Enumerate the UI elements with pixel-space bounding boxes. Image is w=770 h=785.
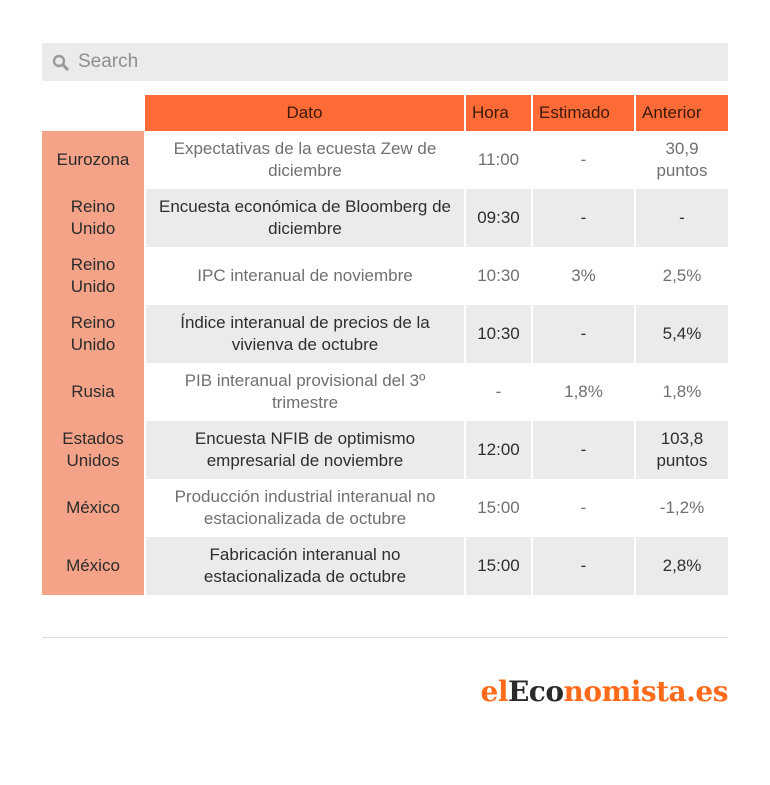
estimado-cell: -	[532, 421, 635, 479]
anterior-cell: -1,2%	[635, 479, 728, 537]
logo-part-nomista: nomista.es	[563, 675, 728, 708]
country-cell: Eurozona	[42, 131, 145, 189]
hora-cell: -	[465, 363, 532, 421]
table-header-row	[42, 95, 728, 131]
anterior-cell: 103,8 puntos	[635, 421, 728, 479]
hora-cell: 10:30	[465, 247, 532, 305]
logo-part-el: el	[480, 675, 508, 708]
country-cell: Reino Unido	[42, 305, 145, 363]
search-bar[interactable]	[42, 43, 728, 81]
hora-cell: 10:30	[465, 305, 532, 363]
header-estimado: Estimado	[532, 95, 635, 131]
country-cell: México	[42, 479, 145, 537]
estimado-cell: -	[532, 479, 635, 537]
hora-cell: 15:00	[465, 537, 532, 595]
hora-cell: 12:00	[465, 421, 532, 479]
anterior-cell: 1,8%	[635, 363, 728, 421]
table-row	[42, 247, 728, 305]
anterior-cell: 2,8%	[635, 537, 728, 595]
dato-cell: Producción industrial interanual no estacionalizada de octubre	[145, 479, 465, 537]
country-cell: Reino Unido	[42, 247, 145, 305]
table-row	[42, 421, 728, 479]
search-icon	[42, 43, 78, 81]
table-row	[42, 189, 728, 247]
estimado-cell: -	[532, 537, 635, 595]
estimado-cell: 1,8%	[532, 363, 635, 421]
header-country	[42, 95, 145, 131]
dato-cell: Encuesta económica de Bloomberg de diciembre	[145, 189, 465, 247]
anterior-cell: 2,5%	[635, 247, 728, 305]
country-cell: Estados Unidos	[42, 421, 145, 479]
eleconomista-logo[interactable]	[481, 672, 729, 712]
anterior-cell: -	[635, 189, 728, 247]
table-row	[42, 537, 728, 595]
country-cell: México	[42, 537, 145, 595]
header-dato: Dato	[145, 95, 465, 131]
table-row	[42, 363, 728, 421]
estimado-cell: -	[532, 131, 635, 189]
table-row	[42, 305, 728, 363]
country-cell: Rusia	[42, 363, 145, 421]
dato-cell: Encuesta NFIB de optimismo empresarial de noviembre	[145, 421, 465, 479]
anterior-cell: 30,9 puntos	[635, 131, 728, 189]
dato-cell: IPC interanual de noviembre	[145, 247, 465, 305]
header-hora: Hora	[465, 95, 532, 131]
table-row	[42, 479, 728, 537]
dato-cell: Expectativas de la ecuesta Zew de diciembre	[145, 131, 465, 189]
search-input[interactable]	[78, 51, 718, 73]
dato-cell: Índice interanual de precios de la vivienva de octubre	[145, 305, 465, 363]
dato-cell: Fabricación interanual no estacionalizada de octubre	[145, 537, 465, 595]
hora-cell: 15:00	[465, 479, 532, 537]
estimado-cell: -	[532, 305, 635, 363]
hora-cell: 09:30	[465, 189, 532, 247]
header-anterior: Anterior	[635, 95, 728, 131]
table-row	[42, 131, 728, 189]
hora-cell: 11:00	[465, 131, 532, 189]
logo-part-eco: Eco	[507, 675, 564, 708]
anterior-cell: 5,4%	[635, 305, 728, 363]
economic-calendar-table	[42, 95, 728, 595]
estimado-cell: 3%	[532, 247, 635, 305]
footer-divider	[42, 637, 728, 638]
country-cell: Reino Unido	[42, 189, 145, 247]
estimado-cell: -	[532, 189, 635, 247]
dato-cell: PIB interanual provisional del 3º trimestre	[145, 363, 465, 421]
